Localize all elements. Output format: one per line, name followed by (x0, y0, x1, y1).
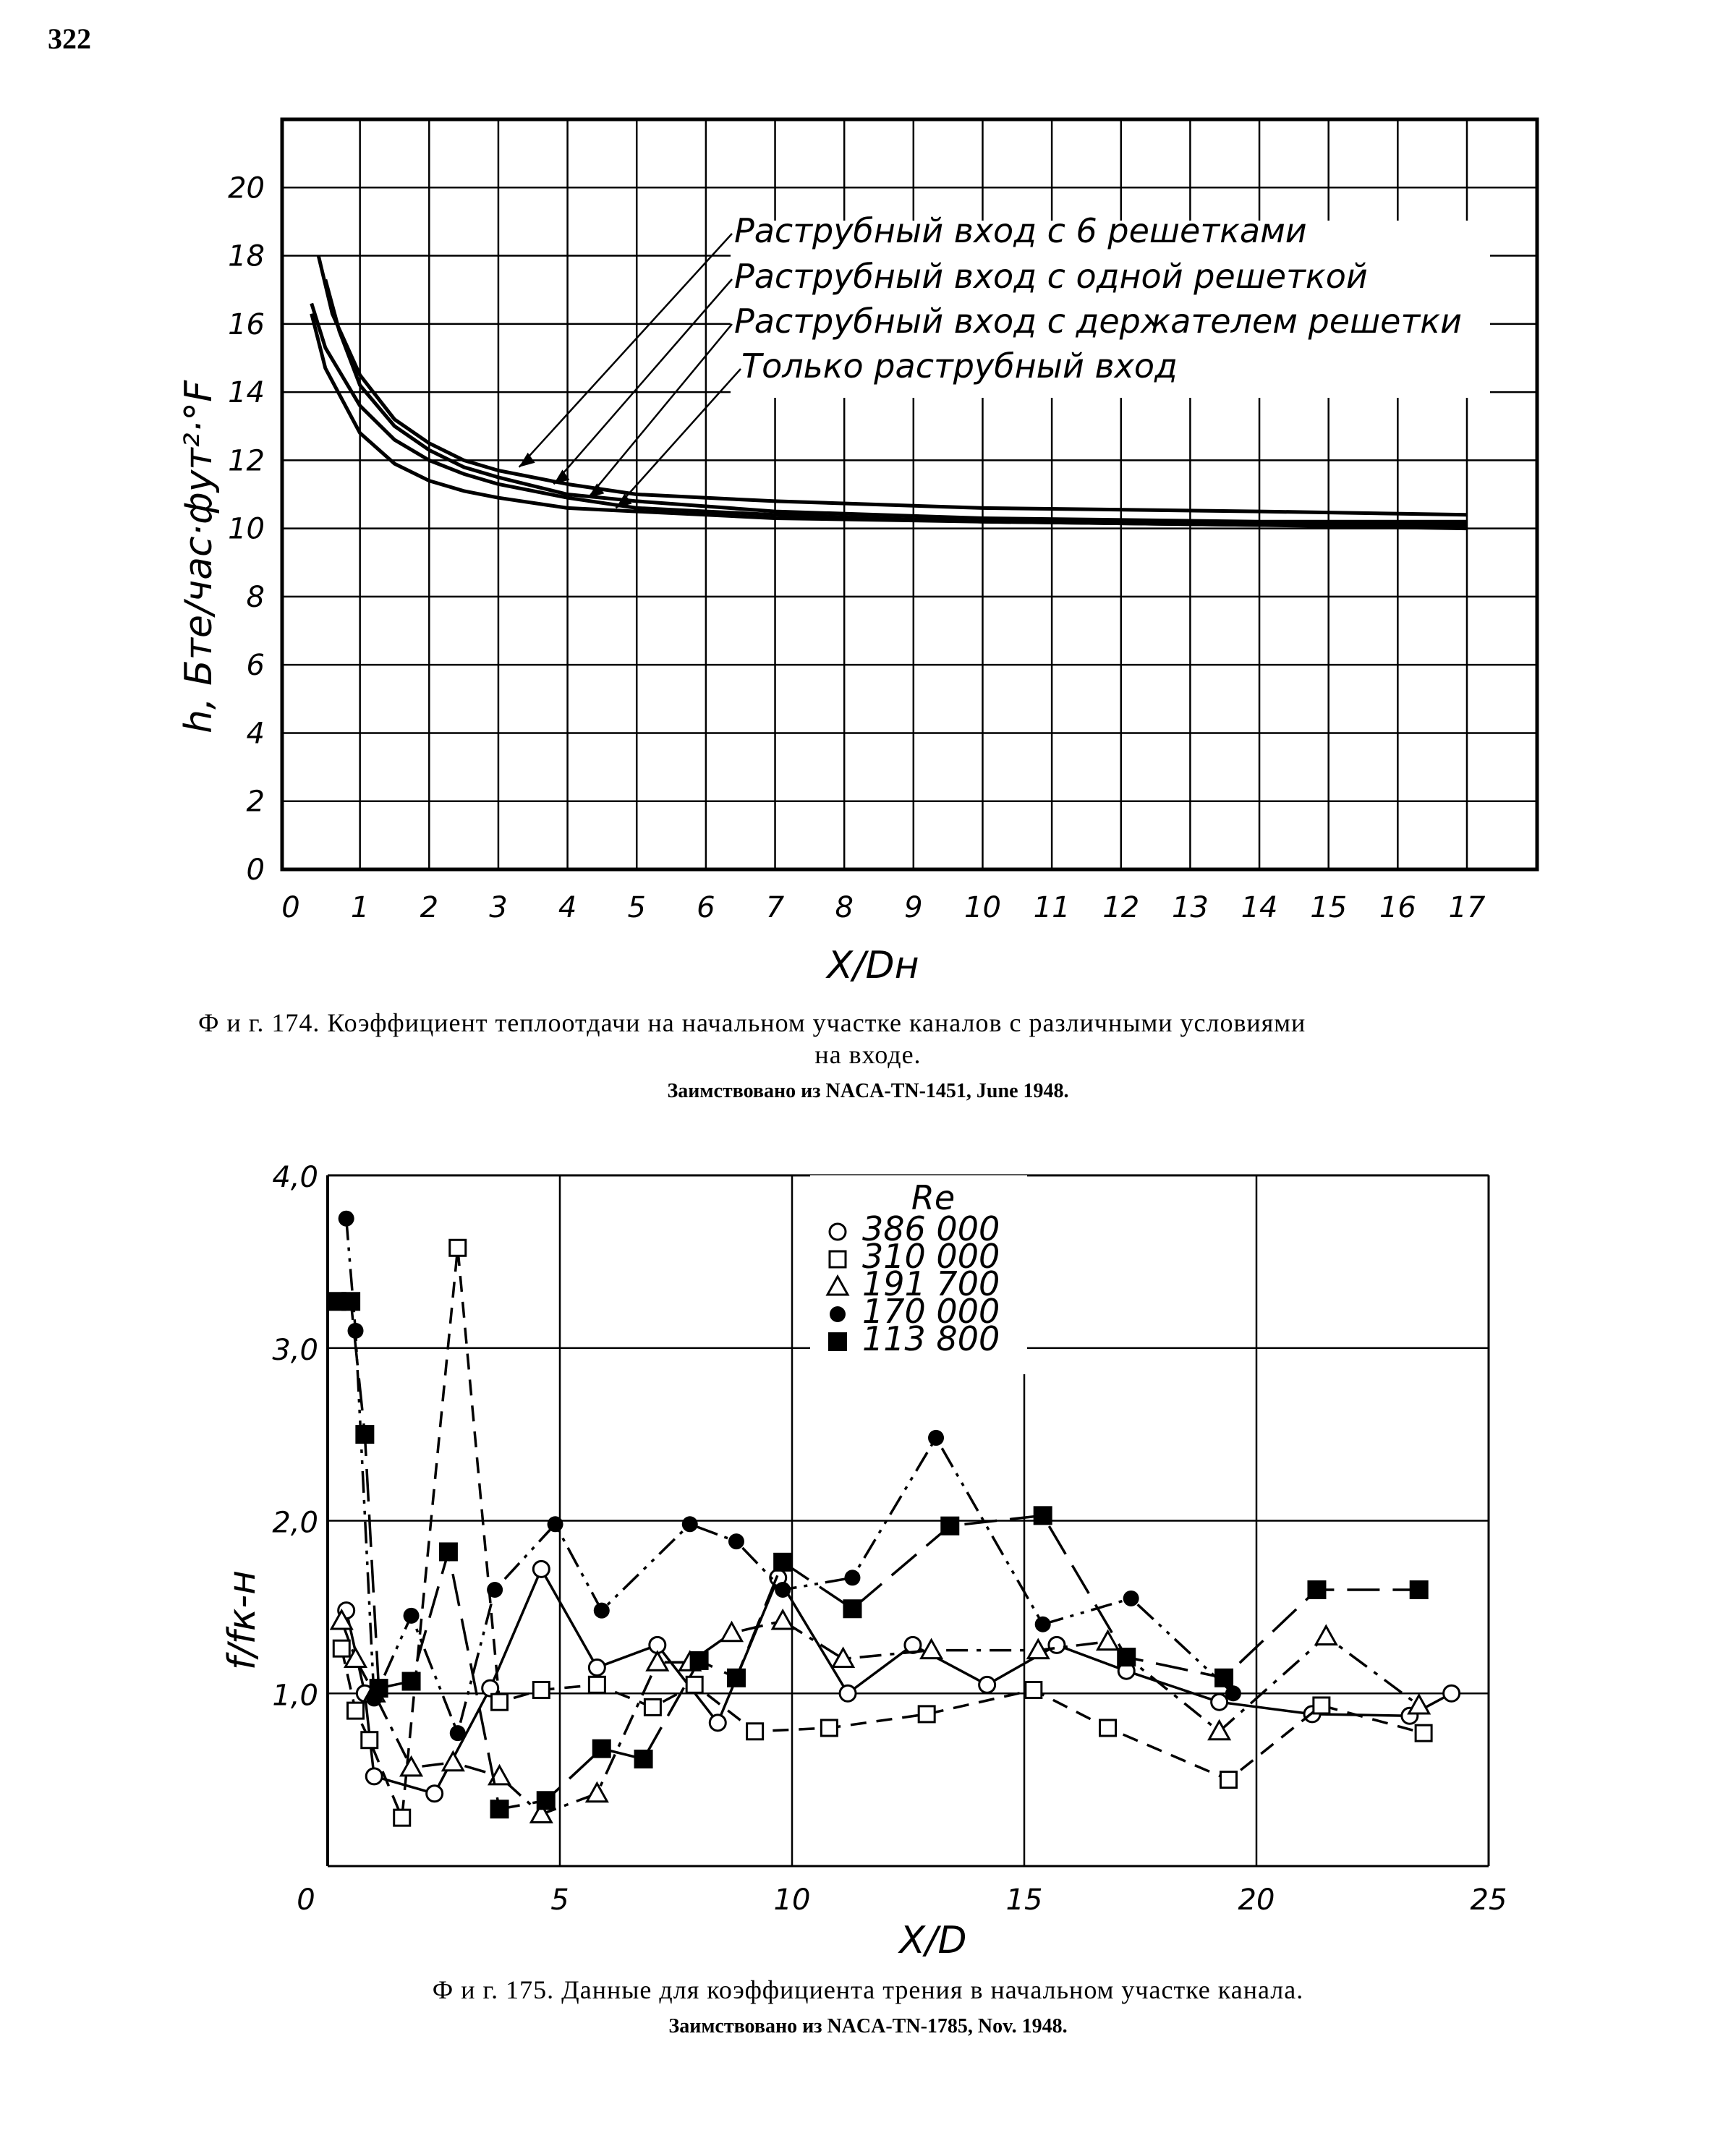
chart1-x-tick-label: 5 (627, 891, 646, 924)
chart2-data-point (487, 1582, 503, 1598)
chart1-x-axis-title: X/Dн (827, 944, 919, 987)
chart2-data-point (1214, 1669, 1233, 1687)
chart2-x-tick-label: 15 (1005, 1883, 1043, 1917)
chart2-data-point (979, 1677, 995, 1692)
chart2-legend-label: 310 000 (862, 1237, 1000, 1276)
chart1-x-tick-label: 14 (1241, 891, 1278, 924)
chart2-data-point (1410, 1580, 1429, 1599)
chart1-annotation-label: Раструбный вход с держателем решетки (734, 302, 1462, 341)
chart1-y-tick-label: 14 (228, 376, 265, 410)
chart2-data-point (594, 1603, 610, 1619)
fig174-source: Заимствовано из NACA-TN-1451, June 1948. (667, 1080, 1069, 1102)
chart1-y-tick-label: 10 (228, 512, 265, 546)
chart1-y-tick-label: 18 (228, 239, 265, 273)
chart2-data-point (1307, 1580, 1326, 1599)
chart2-series-line (346, 1569, 1452, 1793)
chart1-x-tick-label: 16 (1379, 891, 1416, 924)
chart1-x-tick-label: 15 (1310, 891, 1348, 924)
chart1-x-tick-label: 11 (1033, 891, 1071, 924)
chart2-data-point (728, 1533, 744, 1549)
chart1-x-tick-label: 9 (904, 891, 923, 924)
chart2-data-point (592, 1740, 611, 1758)
chart2-data-point (537, 1791, 556, 1810)
chart2-data-point (940, 1517, 959, 1536)
chart2-data-point (1049, 1637, 1065, 1653)
chart2-data-point (710, 1715, 726, 1731)
chart1-x-tick-label: 6 (697, 891, 715, 924)
chart2-data-point (1035, 1617, 1051, 1632)
chart2-data-point (439, 1542, 458, 1561)
chart2-data-point (722, 1623, 742, 1641)
chart1-y-tick-label: 12 (228, 444, 265, 478)
chart2-legend-title: Re (911, 1178, 956, 1217)
chart2-data-point (634, 1750, 653, 1768)
chart2-data-point (450, 1240, 466, 1256)
chart2-data-point (587, 1784, 607, 1802)
chart2-data-point (844, 1570, 860, 1585)
chart2-data-point (589, 1677, 605, 1692)
fig175-source: Заимствовано из NACA-TN-1785, Nov. 1948. (668, 2015, 1068, 2038)
chart2-legend-marker (830, 1306, 846, 1322)
chart2-y-tick-label: 2,0 (272, 1506, 318, 1540)
chart2-x-tick-label: 0 (297, 1883, 315, 1917)
chart2-data-point (1416, 1725, 1431, 1741)
chart2-data-point (1117, 1648, 1136, 1666)
chart2-data-point (450, 1725, 466, 1741)
chart1-x-tick-label: 8 (835, 891, 854, 924)
chart2-data-point (682, 1516, 698, 1532)
chart1-y-tick-label: 0 (246, 853, 265, 887)
chart2-data-point (366, 1768, 382, 1784)
chart2-data-point (1100, 1720, 1116, 1736)
chart2-data-point (339, 1211, 354, 1227)
chart2-data-point (533, 1561, 549, 1577)
chart1-x-tick-label: 7 (765, 891, 785, 924)
chart2-data-point (1444, 1685, 1460, 1701)
chart2-data-point (1098, 1632, 1118, 1650)
chart1-x-tick-label: 1 (350, 891, 370, 924)
chart1-x-tick-label: 3 (489, 891, 508, 924)
chart2-data-point (1212, 1694, 1227, 1710)
fig174-caption-line1: Ф и г. 174. Коэффициент теплоотдачи на начальном участке каналов с различными условиями (198, 1008, 1306, 1037)
chart2-data-point (548, 1516, 563, 1532)
chart2-legend-marker (828, 1332, 847, 1351)
chart1-x-tick-label: 17 (1448, 891, 1486, 924)
chart1-x-tick-label: 0 (281, 891, 300, 924)
chart2-data-point (589, 1659, 605, 1675)
chart2-data-point (843, 1599, 861, 1618)
chart2-data-point (1316, 1626, 1336, 1644)
chart1-y-tick-label: 20 (228, 171, 265, 205)
chart2-data-point (928, 1430, 944, 1446)
chart2-data-point (644, 1699, 660, 1715)
chart1-x-tick-label: 4 (558, 891, 577, 924)
chart2-data-point (775, 1582, 791, 1598)
fig174-caption-line2: на входе. (814, 1040, 922, 1069)
chart1-x-tick-label: 10 (964, 891, 1001, 924)
chart2-y-tick-label: 1,0 (272, 1679, 318, 1713)
chart2-y-axis-title: f/fк-н (221, 1570, 264, 1671)
chart2-data-point (1225, 1685, 1241, 1701)
chart2-data-point (492, 1694, 508, 1710)
chart2-data-point (727, 1669, 746, 1687)
chart1-annotation-label: Раструбный вход с одной решеткой (734, 257, 1368, 296)
chart1-x-tick-label: 13 (1171, 891, 1209, 924)
chart1-y-axis-title: h, Бте/час·фут²·°F (177, 380, 221, 734)
chart2-data-point (362, 1732, 378, 1748)
chart1-y-tick-label: 2 (246, 785, 265, 819)
page-number: 322 (48, 22, 91, 55)
chart2-legend-label: 113 800 (862, 1319, 1000, 1358)
fig175-caption: Ф и г. 175. Данные для коэффициента трения в начальном участке канала. (432, 1975, 1304, 2004)
chart2-data-point (443, 1753, 463, 1771)
chart2-x-ticks (297, 1883, 1507, 1917)
chart2-data-point (821, 1720, 837, 1736)
chart2-data-point (394, 1810, 410, 1826)
chart1-y-tick-label: 16 (228, 307, 265, 341)
chart2-series-group (339, 1561, 1460, 1801)
chart1-y-tick-label: 8 (246, 580, 265, 614)
chart2-data-point (333, 1640, 349, 1656)
chart2-data-point (533, 1682, 549, 1698)
chart2-y-tick-label: 4,0 (272, 1161, 318, 1194)
chart2-y-tick-label: 3,0 (272, 1333, 318, 1367)
chart2-data-point (773, 1553, 792, 1572)
chart2-data-point (370, 1679, 388, 1698)
chart2-series-group (331, 1611, 1429, 1822)
chart2-y-ticks (272, 1161, 318, 1712)
chart2-data-point (1026, 1682, 1042, 1698)
chart2-data-point (341, 1292, 360, 1311)
chart1-x-tick-label: 2 (420, 891, 439, 924)
chart2-data-point (402, 1672, 421, 1691)
chart2-legend-label: 191 700 (862, 1264, 1000, 1303)
chart2-x-tick-label: 20 (1238, 1883, 1275, 1917)
chart2-data-point (1314, 1698, 1329, 1713)
chart2-data-point (919, 1706, 935, 1722)
chart2-data-point (1220, 1772, 1236, 1788)
chart2-data-point (922, 1640, 942, 1659)
chart2-data-point (1409, 1695, 1429, 1713)
chart2-x-tick-label: 10 (773, 1883, 811, 1917)
chart2-data-point (427, 1786, 443, 1802)
chart2-data-point (690, 1651, 709, 1670)
chart2-legend-marker (830, 1251, 846, 1267)
chart2-legend-label: 386 000 (862, 1209, 1000, 1248)
chart2-legend-label: 170 000 (862, 1292, 1000, 1331)
chart2-data-point (348, 1703, 364, 1719)
chart1-annotation-label: Раструбный вход с 6 решетками (734, 211, 1307, 250)
chart2-data-point (355, 1425, 374, 1444)
chart2-x-axis-title: X/D (899, 1919, 967, 1962)
chart2-data-point (401, 1758, 422, 1776)
chart2-data-point (686, 1677, 702, 1692)
chart2-data-point (773, 1611, 793, 1629)
chart2-data-point (404, 1608, 420, 1624)
chart1-y-tick-label: 6 (246, 649, 265, 683)
chart2-series-group (339, 1211, 1241, 1741)
chart2-legend-marker (830, 1224, 846, 1240)
chart2-data-point (840, 1685, 856, 1701)
chart2-data-point (490, 1800, 509, 1818)
chart1-annotation-label: Только раструбный вход (741, 346, 1178, 386)
chart2-data-point (1123, 1591, 1139, 1606)
chart2-x-tick-label: 25 (1470, 1883, 1507, 1917)
chart1-y-tick-label: 4 (246, 717, 265, 751)
chart2-data-point (1034, 1506, 1052, 1525)
chart2-series-line (346, 1219, 1233, 1733)
chart1-x-tick-label: 12 (1102, 891, 1140, 924)
chart2-data-point (747, 1724, 763, 1740)
chart2-x-tick-label: 5 (550, 1883, 569, 1917)
